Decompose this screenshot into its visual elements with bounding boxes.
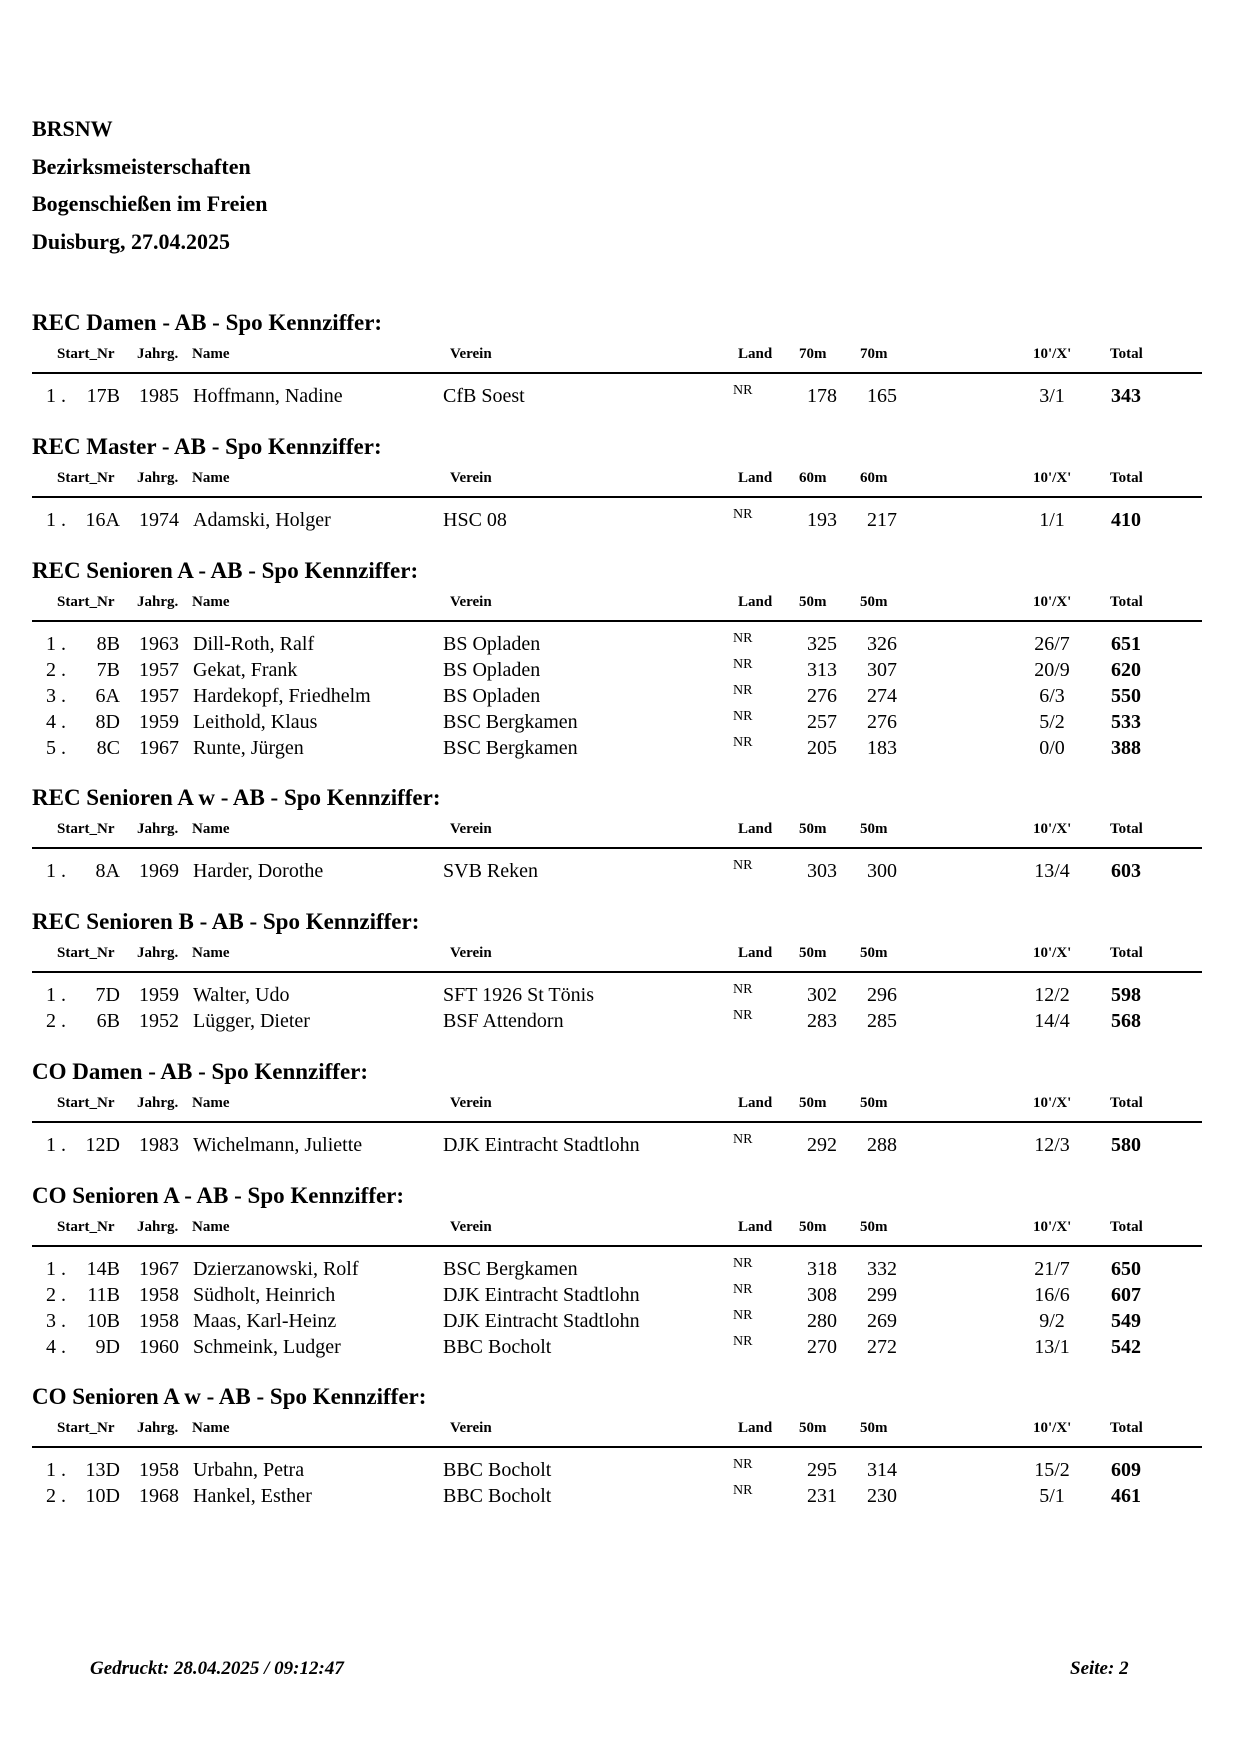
col-10-x-header: 10'/X' [1033,1219,1072,1235]
score-1: 178 [807,385,837,407]
result-row [0,709,1239,735]
tens-x-count: 20/9 [1034,659,1070,681]
athlete-name: Hankel, Esther [193,1485,312,1507]
col-start-nr-header: Start_Nr [57,821,115,837]
col-distance-1-header: 50m [799,1219,827,1235]
tens-x-count: 16/6 [1034,1284,1070,1306]
place: 2 . [46,1485,66,1507]
land-code: NR [733,1132,753,1147]
total-score: 603 [1111,860,1141,882]
land-code: NR [733,383,753,398]
score-1: 302 [807,984,837,1006]
tens-x-count: 6/3 [1039,685,1065,707]
col-name-header: Name [192,1095,230,1111]
result-row [0,1132,1239,1158]
land-code: NR [733,683,753,698]
land-code: NR [733,1256,753,1271]
score-1: 303 [807,860,837,882]
column-header-row [0,1095,1239,1115]
result-row [0,735,1239,761]
col-jahrg-header: Jahrg. [137,821,179,837]
col-total-header: Total [1110,594,1143,610]
col-start-nr-header: Start_Nr [57,1219,115,1235]
col-name-header: Name [192,594,230,610]
score-1: 193 [807,509,837,531]
club-name: BBC Bocholt [443,1459,552,1481]
col-verein-header: Verein [450,346,492,362]
athlete-name: Gekat, Frank [193,659,298,681]
place: 1 . [46,509,66,531]
col-10-x-header: 10'/X' [1033,346,1072,362]
header-divider [32,372,1202,374]
col-land-header: Land [738,470,773,486]
start-nr: 6B [96,1010,120,1032]
tens-x-count: 26/7 [1034,633,1070,655]
tens-x-count: 9/2 [1039,1310,1065,1332]
col-name-header: Name [192,470,230,486]
col-distance-2-header: 50m [860,1219,888,1235]
place: 1 . [46,633,66,655]
col-distance-2-header: 50m [860,1420,888,1436]
birth-year: 1969 [139,860,179,882]
col-10-x-header: 10'/X' [1033,594,1072,610]
score-2: 314 [867,1459,897,1481]
section-title: REC Senioren A - AB - Spo Kennziffer: [32,558,419,583]
page-number: Seite: 2 [1070,1658,1129,1679]
col-verein-header: Verein [450,1420,492,1436]
result-row [0,1334,1239,1360]
col-distance-2-header: 70m [860,346,888,362]
tens-x-count: 14/4 [1034,1010,1070,1032]
total-score: 568 [1111,1010,1141,1032]
col-distance-2-header: 50m [860,594,888,610]
section-title: CO Senioren A - AB - Spo Kennziffer: [32,1183,405,1208]
place: 1 . [46,1258,66,1280]
col-10-x-header: 10'/X' [1033,1095,1072,1111]
tens-x-count: 13/4 [1034,860,1070,882]
club-name: BBC Bocholt [443,1336,552,1358]
place: 5 . [46,737,66,759]
col-verein-header: Verein [450,945,492,961]
header-divider [32,1121,1202,1123]
score-2: 274 [867,685,897,707]
tens-x-count: 5/1 [1039,1485,1065,1507]
col-distance-1-header: 50m [799,594,827,610]
header-divider [32,620,1202,622]
col-jahrg-header: Jahrg. [137,346,179,362]
club-name: BSC Bergkamen [443,737,578,759]
col-land-header: Land [738,821,773,837]
section-title: REC Master - AB - Spo Kennziffer: [32,434,382,459]
score-2: 300 [867,860,897,882]
score-2: 299 [867,1284,897,1306]
column-header-row [0,945,1239,965]
col-10-x-header: 10'/X' [1033,470,1072,486]
start-nr: 10D [85,1485,120,1507]
club-name: BSC Bergkamen [443,711,578,733]
score-1: 231 [807,1485,837,1507]
land-code: NR [733,709,753,724]
tens-x-count: 21/7 [1034,1258,1070,1280]
start-nr: 9D [95,1336,120,1358]
score-1: 308 [807,1284,837,1306]
event-discipline: Bogenschießen im Freien [32,191,268,216]
total-score: 620 [1111,659,1141,681]
result-row [0,383,1239,409]
land-code: NR [733,858,753,873]
start-nr: 8A [95,860,120,882]
col-verein-header: Verein [450,594,492,610]
total-score: 550 [1111,685,1141,707]
result-row [0,858,1239,884]
birth-year: 1967 [139,1258,179,1280]
score-1: 295 [807,1459,837,1481]
land-code: NR [733,631,753,646]
birth-year: 1967 [139,737,179,759]
birth-year: 1963 [139,633,179,655]
start-nr: 14B [86,1258,120,1280]
club-name: DJK Eintracht Stadtlohn [443,1134,640,1156]
place: 4 . [46,1336,66,1358]
score-2: 307 [867,659,897,681]
birth-year: 1958 [139,1459,179,1481]
column-header-row [0,470,1239,490]
result-row [0,1308,1239,1334]
start-nr: 8C [96,737,120,759]
club-name: SFT 1926 St Tönis [443,984,594,1006]
col-verein-header: Verein [450,821,492,837]
col-land-header: Land [738,1095,773,1111]
total-score: 549 [1111,1310,1141,1332]
total-score: 607 [1111,1284,1141,1306]
place: 1 . [46,1459,66,1481]
athlete-name: Schmeink, Ludger [193,1336,341,1358]
birth-year: 1959 [139,711,179,733]
result-row [0,631,1239,657]
start-nr: 17B [86,385,120,407]
col-jahrg-header: Jahrg. [137,945,179,961]
birth-year: 1974 [139,509,179,531]
col-total-header: Total [1110,346,1143,362]
score-2: 288 [867,1134,897,1156]
section-title: CO Senioren A w - AB - Spo Kennziffer: [32,1384,427,1409]
col-distance-1-header: 50m [799,1095,827,1111]
place: 3 . [46,685,66,707]
score-1: 292 [807,1134,837,1156]
total-score: 650 [1111,1258,1141,1280]
col-total-header: Total [1110,821,1143,837]
score-2: 326 [867,633,897,655]
total-score: 598 [1111,984,1141,1006]
club-name: HSC 08 [443,509,507,531]
place: 4 . [46,711,66,733]
score-2: 276 [867,711,897,733]
col-distance-2-header: 50m [860,1095,888,1111]
header-divider [32,496,1202,498]
start-nr: 8D [95,711,120,733]
total-score: 410 [1111,509,1141,531]
col-verein-header: Verein [450,470,492,486]
start-nr: 10B [86,1310,120,1332]
result-row [0,1282,1239,1308]
athlete-name: Hoffmann, Nadine [193,385,343,407]
col-distance-2-header: 50m [860,821,888,837]
athlete-name: Dzierzanowski, Rolf [193,1258,359,1280]
total-score: 542 [1111,1336,1141,1358]
col-distance-1-header: 70m [799,346,827,362]
header-divider [32,847,1202,849]
col-land-header: Land [738,594,773,610]
athlete-name: Lügger, Dieter [193,1010,310,1032]
col-total-header: Total [1110,470,1143,486]
tens-x-count: 13/1 [1034,1336,1070,1358]
birth-year: 1957 [139,685,179,707]
score-2: 269 [867,1310,897,1332]
col-land-header: Land [738,346,773,362]
col-distance-2-header: 50m [860,945,888,961]
score-1: 270 [807,1336,837,1358]
col-distance-1-header: 50m [799,821,827,837]
score-2: 165 [867,385,897,407]
start-nr: 16A [85,509,120,531]
tens-x-count: 5/2 [1039,711,1065,733]
col-start-nr-header: Start_Nr [57,1420,115,1436]
birth-year: 1960 [139,1336,179,1358]
tens-x-count: 12/3 [1034,1134,1070,1156]
start-nr: 6A [95,685,120,707]
col-start-nr-header: Start_Nr [57,945,115,961]
section-title: REC Damen - AB - Spo Kennziffer: [32,310,383,335]
col-10-x-header: 10'/X' [1033,945,1072,961]
col-jahrg-header: Jahrg. [137,594,179,610]
col-land-header: Land [738,945,773,961]
col-start-nr-header: Start_Nr [57,594,115,610]
score-2: 296 [867,984,897,1006]
club-name: BS Opladen [443,659,541,681]
org-name: BRSNW [32,116,113,141]
club-name: BBC Bocholt [443,1485,552,1507]
score-2: 230 [867,1485,897,1507]
col-total-header: Total [1110,1420,1143,1436]
birth-year: 1957 [139,659,179,681]
col-verein-header: Verein [450,1219,492,1235]
event-place-date: Duisburg, 27.04.2025 [32,228,231,254]
athlete-name: Urbahn, Petra [193,1459,305,1481]
place: 2 . [46,659,66,681]
column-header-row [0,1420,1239,1440]
result-row [0,507,1239,533]
header-divider [32,1446,1202,1448]
col-jahrg-header: Jahrg. [137,1420,179,1436]
land-code: NR [733,1457,753,1472]
score-1: 276 [807,685,837,707]
land-code: NR [733,1308,753,1323]
land-code: NR [733,1483,753,1498]
result-row [0,1256,1239,1282]
header-divider [32,971,1202,973]
athlete-name: Wichelmann, Juliette [193,1134,363,1156]
total-score: 580 [1111,1134,1141,1156]
club-name: BS Opladen [443,685,541,707]
start-nr: 7B [96,659,120,681]
col-name-header: Name [192,821,230,837]
score-1: 325 [807,633,837,655]
tens-x-count: 3/1 [1039,385,1065,407]
total-score: 388 [1111,737,1141,759]
col-name-header: Name [192,945,230,961]
score-2: 272 [867,1336,897,1358]
place: 1 . [46,1134,66,1156]
birth-year: 1958 [139,1310,179,1332]
col-total-header: Total [1110,945,1143,961]
birth-year: 1959 [139,984,179,1006]
col-start-nr-header: Start_Nr [57,346,115,362]
club-name: CfB Soest [443,385,525,407]
result-row [0,982,1239,1008]
col-10-x-header: 10'/X' [1033,1420,1072,1436]
score-2: 183 [867,737,897,759]
result-row [0,657,1239,683]
section-title: CO Damen - AB - Spo Kennziffer: [32,1059,369,1084]
land-code: NR [733,1282,753,1297]
col-distance-1-header: 50m [799,945,827,961]
total-score: 461 [1111,1485,1141,1507]
athlete-name: Adamski, Holger [193,509,331,531]
land-code: NR [733,1008,753,1023]
land-code: NR [733,1334,753,1349]
col-start-nr-header: Start_Nr [57,470,115,486]
section-title: REC Senioren B - AB - Spo Kennziffer: [32,909,420,934]
event-name: Bezirksmeisterschaften [32,153,251,179]
result-row [0,1483,1239,1509]
col-total-header: Total [1110,1095,1143,1111]
place: 1 . [46,385,66,407]
column-header-row [0,346,1239,366]
place: 1 . [46,860,66,882]
score-2: 217 [867,509,897,531]
total-score: 533 [1111,711,1141,733]
result-row [0,1008,1239,1034]
place: 3 . [46,1310,66,1332]
start-nr: 7D [95,984,120,1006]
column-header-row [0,821,1239,841]
land-code: NR [733,982,753,997]
col-distance-2-header: 60m [860,470,888,486]
col-land-header: Land [738,1420,773,1436]
tens-x-count: 0/0 [1039,737,1065,759]
col-jahrg-header: Jahrg. [137,1219,179,1235]
place: 1 . [46,984,66,1006]
club-name: SVB Reken [443,860,538,882]
club-name: DJK Eintracht Stadtlohn [443,1310,640,1332]
col-distance-1-header: 50m [799,1420,827,1436]
score-1: 313 [807,659,837,681]
land-code: NR [733,735,753,750]
birth-year: 1983 [139,1134,179,1156]
place: 2 . [46,1010,66,1032]
col-name-header: Name [192,346,230,362]
col-jahrg-header: Jahrg. [137,470,179,486]
total-score: 609 [1111,1459,1141,1481]
land-code: NR [733,507,753,522]
score-1: 205 [807,737,837,759]
tens-x-count: 15/2 [1034,1459,1070,1481]
score-2: 285 [867,1010,897,1032]
column-header-row [0,594,1239,614]
tens-x-count: 12/2 [1034,984,1070,1006]
birth-year: 1985 [139,385,179,407]
place: 2 . [46,1284,66,1306]
score-1: 318 [807,1258,837,1280]
birth-year: 1952 [139,1010,179,1032]
club-name: BS Opladen [443,633,541,655]
birth-year: 1968 [139,1485,179,1507]
col-verein-header: Verein [450,1095,492,1111]
col-name-header: Name [192,1219,230,1235]
col-land-header: Land [738,1219,773,1235]
col-distance-1-header: 60m [799,470,827,486]
total-score: 651 [1111,633,1141,655]
birth-year: 1958 [139,1284,179,1306]
section-title: REC Senioren A w - AB - Spo Kennziffer: [32,785,441,810]
result-row [0,683,1239,709]
result-row [0,1457,1239,1483]
start-nr: 8B [96,633,120,655]
athlete-name: Harder, Dorothe [193,860,324,882]
column-header-row [0,1219,1239,1239]
col-jahrg-header: Jahrg. [137,1095,179,1111]
athlete-name: Leithold, Klaus [193,711,318,733]
club-name: BSC Bergkamen [443,1258,578,1280]
score-1: 280 [807,1310,837,1332]
athlete-name: Runte, Jürgen [193,737,304,759]
start-nr: 13D [85,1459,120,1481]
club-name: DJK Eintracht Stadtlohn [443,1284,640,1306]
col-10-x-header: 10'/X' [1033,821,1072,837]
start-nr: 12D [85,1134,120,1156]
athlete-name: Walter, Udo [193,984,290,1006]
athlete-name: Maas, Karl-Heinz [193,1310,337,1332]
tens-x-count: 1/1 [1039,509,1065,531]
header-divider [32,1245,1202,1247]
athlete-name: Dill-Roth, Ralf [193,633,315,655]
club-name: BSF Attendorn [443,1010,564,1032]
print-timestamp: Gedruckt: 28.04.2025 / 09:12:47 [90,1658,344,1679]
land-code: NR [733,657,753,672]
total-score: 343 [1111,385,1141,407]
col-total-header: Total [1110,1219,1143,1235]
score-2: 332 [867,1258,897,1280]
score-1: 283 [807,1010,837,1032]
athlete-name: Südholt, Heinrich [193,1284,336,1306]
col-name-header: Name [192,1420,230,1436]
athlete-name: Hardekopf, Friedhelm [193,685,371,707]
start-nr: 11B [87,1284,120,1306]
score-1: 257 [807,711,837,733]
col-start-nr-header: Start_Nr [57,1095,115,1111]
